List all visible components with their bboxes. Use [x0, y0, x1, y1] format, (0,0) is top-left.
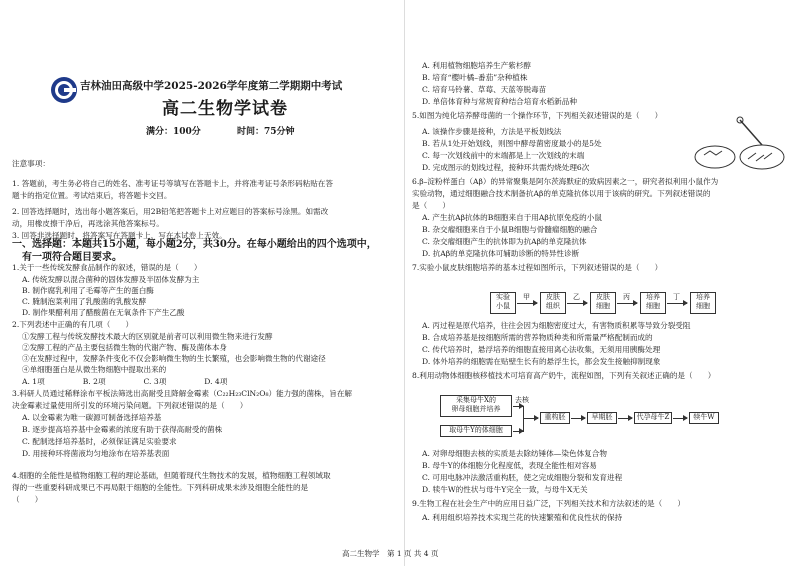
left-text-line: B. 制作腐乳利用了毛霉等产生的蛋白酶	[22, 286, 154, 295]
box-oocyte: 采集母牛X的 卵母细胞并培养	[440, 395, 512, 417]
page-footer: 高二生物学 第 1 页 共 4 页	[342, 549, 439, 558]
arrow-4	[667, 303, 687, 304]
step-label-4: 丁	[673, 293, 680, 301]
left-text-line: ④单细胞蛋白是从微生物细胞中提取出来的	[22, 365, 167, 374]
right-column	[412, 0, 792, 566]
right-text-line: B. 母牛Y的体细胞分化程度低，表现全能性相对容易	[422, 461, 597, 470]
arrow-somatic	[513, 431, 523, 432]
box-reconstructed-embryo: 重构胚	[540, 412, 570, 424]
section-part1-heading-cont: 有一项符合题目要求。	[12, 252, 122, 263]
school-exam-title: 吉林油田高级中学2025-2026学年度第二学期期中考试	[80, 80, 343, 92]
column-divider	[404, 0, 405, 566]
left-text-line: A. 1项 B. 2项 C. 3项 D. 4项	[22, 377, 228, 386]
left-text-line: 4.细胞的全能性是植物细胞工程的理论基础，但随着现代生物技术的发展，植物细胞工程领域取	[12, 471, 331, 480]
left-text-line: 1.关于一些传统发酵食品制作的叙述，错误的是（ ）	[12, 263, 202, 272]
left-text-line: （ ）	[12, 495, 43, 504]
left-text-line: C. 腌制泡菜利用了乳酸菌的乳酸发酵	[22, 297, 147, 306]
right-text-line: A. 利用组织培养技术实现兰花的快速繁殖和优良性状的保持	[422, 513, 623, 522]
box-culture-1: 培养 细胞	[640, 292, 666, 314]
left-text-line: 2.下列表述中正确的有几项（ ）	[12, 320, 134, 329]
right-text-line: A. 对卵母细胞去核的实质是去除纺锤体—染色体复合物	[422, 449, 607, 458]
right-text-line: 5.如图为纯化培养酵母菌的一个操作环节，下列相关叙述错误的是（ ）	[412, 111, 663, 120]
right-text-line: D. 犊牛W的性状与母牛Y完全一致，与母牛X无关	[422, 485, 588, 494]
right-text-line: A. 丙过程是原代培养，往往会因为细胞密度过大，有害物质积累等导致分裂受阻	[422, 321, 691, 330]
left-text-line: B. 逐步提高培养基中金霉素的浓度有助于获得高耐受的菌株	[22, 425, 223, 434]
right-text-line: A. 利用植物细胞培养生产紫杉醇	[422, 61, 532, 70]
right-text-line: 8.利用动物体细胞核移植技术可培育高产奶牛，流程如图，下列有关叙述正确的是（ ）	[412, 371, 716, 380]
arrow-1	[517, 303, 537, 304]
right-text-line: D. 体外培养的细胞需在贴壁生长有的悬浮生长，都会发生接触抑制现象	[422, 357, 661, 366]
left-text-line: A. 以金霉素为唯一碳源可制备选择培养基	[22, 413, 162, 422]
left-text-line: 2. 回答选择题时，选出每小题答案后，用2B铅笔把答题卡上对应题目的答案标号涂黑。如需改	[12, 207, 329, 216]
right-text-line: C. 传代培养时，悬浮培养的细胞直接用离心法收集，无须用用胰酶处理	[422, 345, 661, 354]
left-column	[12, 0, 402, 566]
step-label-2: 乙	[573, 293, 580, 301]
box-skin-tissue: 皮肤 组织	[540, 292, 566, 314]
left-text-line: D. 制作果醋利用了醋酸菌在无氧条件下产生乙酸	[22, 308, 185, 317]
right-text-line: C. 每一次划线前中的末端都是上一次划线的末端	[422, 151, 585, 160]
right-text-line: C. 杂交瘤细胞产生的抗体即为抗Aβ的单克隆抗体	[422, 237, 587, 246]
left-text-line: A. 传统发酵以混合菌种的固体发酵及半固体发酵为主	[22, 275, 200, 284]
arrow-early	[618, 418, 632, 419]
left-text-line: ②发酵工程的产品主要包括微生物的代谢产物、酶及菌体本身	[22, 343, 228, 352]
box-culture-2: 培养 细胞	[690, 292, 716, 314]
right-text-line: A. 产生抗Aβ抗体的B细胞来自于用Aβ抗原免疫的小鼠	[422, 213, 602, 222]
arrow-surrogate	[673, 418, 687, 419]
left-text-line: D. 用接种环将菌液均匀地涂布在培养基表面	[22, 449, 170, 458]
full-score: 满分：100分	[146, 127, 201, 137]
box-skin-cells: 皮肤 细胞	[590, 292, 616, 314]
left-text-line: 3.科研人员通过稀释涂布平板法筛选出高耐受且降解金霉素（C₂₂H₂₃ClN₂O₈）能力强的菌株，旨在解	[12, 389, 353, 398]
box-surrogate: 代孕母牛Z	[634, 412, 672, 424]
left-text-line: 注意事项：	[12, 159, 50, 168]
right-text-line: B. 合成培养基是按细胞所需的营养物质种类和所需量严格配制而成的	[422, 333, 653, 342]
exam-title: 高二生物学试卷	[162, 99, 288, 119]
left-text-line: 得的一些重要科研成果已不再局限于细胞的全能性。下列科研成果未涉及细胞全能性的是	[12, 483, 309, 492]
box-somatic-cell: 取母牛Y的体细胞	[440, 425, 512, 437]
right-text-line: 7.实验小鼠皮肤细胞培养的基本过程如图所示，下列叙述错误的是（ ）	[412, 263, 663, 272]
left-text-line: ①发酵工程与传统发酵技术最大的区别就是前者可以利用微生物来进行发酵	[22, 332, 273, 341]
right-text-line: D. 抗Aβ的单克隆抗体可辅助诊断的特异性诊断	[422, 249, 580, 258]
section-part1-heading: 一、选择题：本题共15小题，每小题2分，共30分。在每小题给出的四个选项中，	[12, 239, 377, 250]
box-mouse: 实验 小鼠	[490, 292, 516, 314]
right-text-line: D. 单倍体育种与常规育种结合培育水稻新品种	[422, 97, 577, 106]
left-text-line: C. 配制选择培养基时，必须保证满足实验要求	[22, 437, 177, 446]
label-enucleate: 去核	[515, 396, 529, 404]
left-text-line: 1. 答题前，考生务必将自己的姓名、准考证号等填写在答题卡上，并将准考证号条形码粘贴在答	[12, 179, 333, 188]
arrow-2	[567, 303, 587, 304]
merge-line	[523, 406, 524, 432]
arrow-oocyte	[513, 406, 523, 407]
right-text-line: 9.生物工程在社会生产中的应用日益广泛，下列相关技术和方法叙述的是（ ）	[412, 499, 686, 508]
right-text-line: 实验动物，通过细胞融合技术制备抗Aβ的单克隆抗体以用于该病的研究。下列叙述错误的	[412, 189, 711, 198]
right-text-line: B. 若从1处开始划线，则图中酵母菌密度最小的是5处	[422, 139, 602, 148]
arrow-3	[617, 303, 637, 304]
right-text-line: C. 培育马铃薯、草莓、天蓝等脱毒苗	[422, 85, 547, 94]
box-early-embryo: 早期胚	[587, 412, 617, 424]
right-text-line: C. 可用电脉冲法激活重构胚，使之完成细胞分裂和发育进程	[422, 473, 623, 482]
streak-plate-figure	[690, 115, 790, 175]
left-text-line: 题卡的指定位置。考试结束后，将答题卡交回。	[12, 191, 172, 200]
left-text-line: ③在发酵过程中，发酵条件变化不仅会影响微生物的生长繁殖，也会影响微生物的代谢途径	[22, 354, 326, 363]
right-text-line: A. 该操作步骤是接种，方法是平板划线法	[422, 127, 562, 136]
box-calf: 犊牛W	[689, 412, 719, 424]
step-label-1: 甲	[523, 293, 530, 301]
right-text-line: B. 杂交瘤细胞来自于小鼠B细胞与骨髓瘤细胞的融合	[422, 225, 598, 234]
left-text-line: 决金霉素过量使用所引发的环境污染问题。下列叙述错误的是（ ）	[12, 401, 248, 410]
arrow-merge	[524, 418, 538, 419]
right-text-line: 6.β–淀粉样蛋白（Aβ）的异常聚集是阿尔茨海默症的致病因素之一，研究者拟利用小鼠作为	[412, 177, 719, 186]
exam-time: 时间：75分钟	[237, 127, 295, 137]
step-label-3: 丙	[623, 293, 630, 301]
arrow-embryo	[571, 418, 585, 419]
left-text-line: 3. 回答非选择题时，将答案写在答题卡上，写在本试卷上无效。	[12, 231, 227, 240]
right-text-line: B. 培育“樱叶橘–番茄”杂种植株	[422, 73, 528, 82]
right-text-line: 是（ ）	[412, 201, 450, 210]
left-text-line: 动，用橡皮擦干净后，再选涂其他答案标号。	[12, 219, 164, 228]
right-text-line: D. 完成图示的划线过程，接种环共需灼烧处理6次	[422, 163, 590, 172]
